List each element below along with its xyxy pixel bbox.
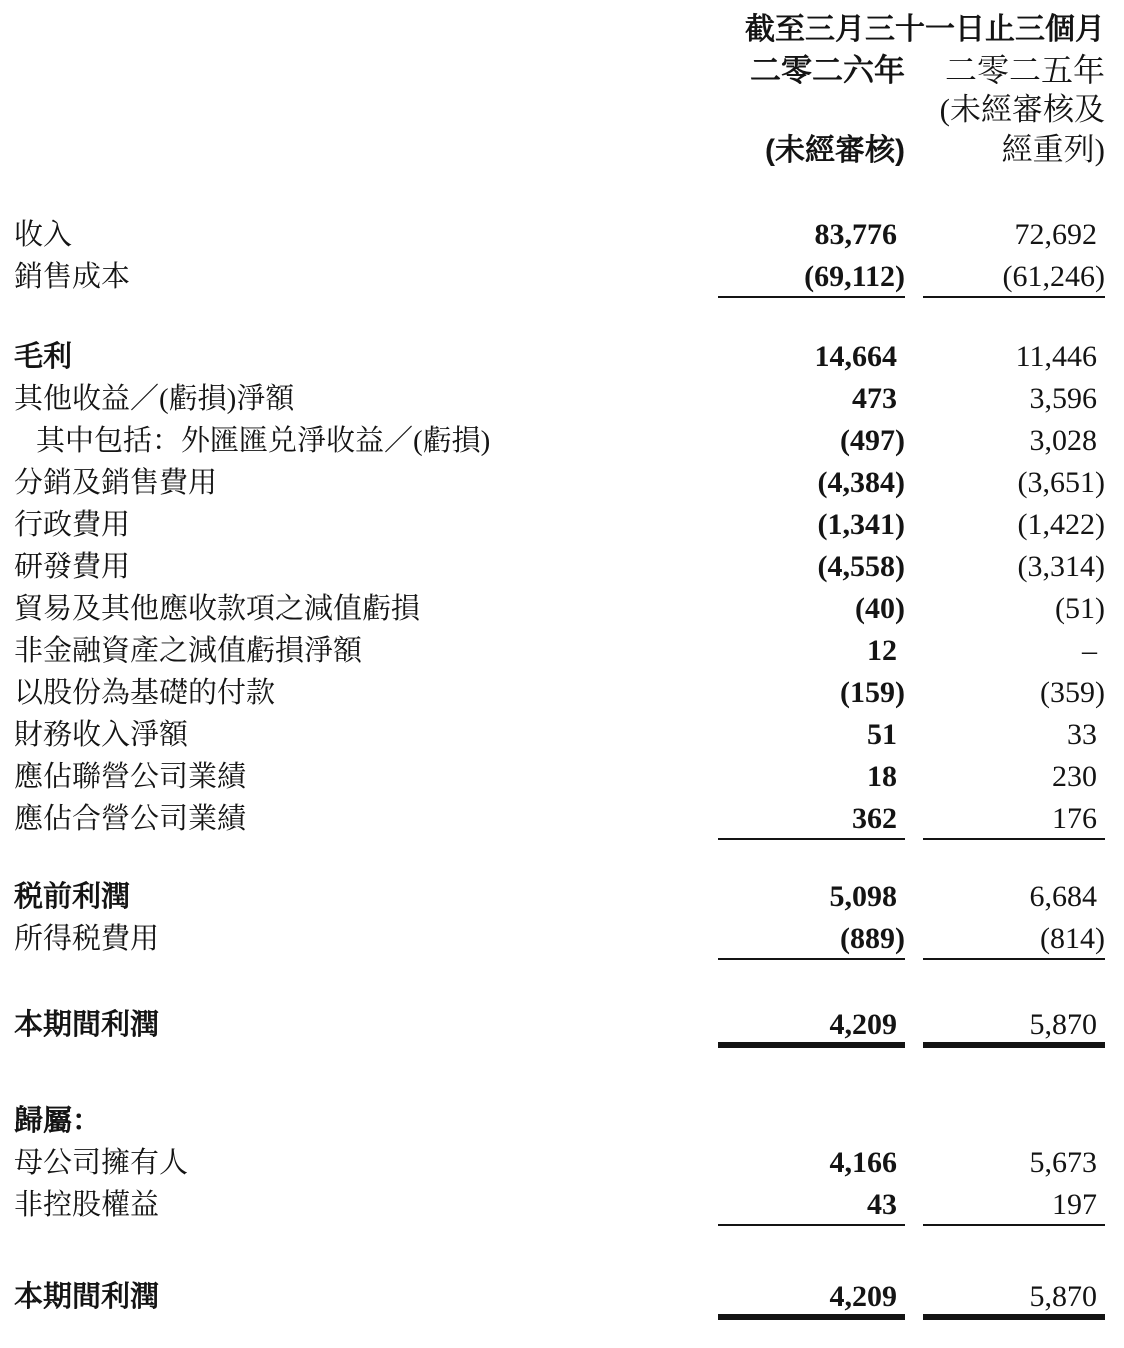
value-2025: 197	[923, 1184, 1105, 1226]
table-row-other-gains	[14, 378, 1105, 420]
table-row-net-finance-income	[14, 714, 1105, 756]
value-2026: 83,776	[814, 218, 897, 251]
row-label: 毛利	[14, 341, 73, 373]
value-2025: 176	[923, 798, 1105, 840]
column-gap	[905, 918, 923, 960]
column-gap	[905, 876, 923, 918]
value-2026: 362	[718, 798, 905, 840]
row-label: 税前利潤	[14, 881, 131, 913]
note-2026: (未經審核)	[765, 134, 905, 167]
table-row-distribution-selling	[14, 462, 1105, 504]
column-gap	[905, 1004, 923, 1046]
value-2026: 5,098	[829, 880, 897, 913]
row-label: 研發費用	[14, 551, 131, 583]
value-2025: (61,246)	[923, 256, 1105, 298]
value-2025: (814)	[923, 918, 1105, 960]
column-gap	[905, 714, 923, 756]
value-2026: (69,112)	[718, 256, 905, 298]
table-row-share-joint-ventures	[14, 798, 1105, 840]
value-2025: 5,673	[1029, 1146, 1097, 1179]
column-gap	[905, 504, 923, 546]
value-2026: 51	[867, 718, 897, 751]
column-gap	[905, 546, 923, 588]
column-gap	[905, 1276, 923, 1318]
table-row-share-associates	[14, 756, 1105, 798]
value-2025: 5,870	[923, 1276, 1105, 1318]
period-title: 截至三月三十一日止三個月	[745, 13, 1105, 46]
table-row-noncontrolling-interests	[14, 1184, 1105, 1226]
row-label: 所得税費用	[14, 923, 160, 955]
table-row-impairment-receivables	[14, 588, 1105, 630]
note-header-line-1	[14, 90, 1105, 130]
value-2026: 4,209	[718, 1276, 905, 1318]
value-2026: 14,664	[814, 340, 897, 373]
column-gap	[905, 798, 923, 840]
row-label: 母公司擁有人	[14, 1147, 189, 1179]
note-2025-line2: 經重列)	[1001, 132, 1105, 167]
row-label: 應佔合營公司業績	[14, 803, 247, 835]
value-2025: 33	[1067, 718, 1097, 751]
row-label: 非控股權益	[14, 1189, 160, 1221]
value-2026: 12	[867, 634, 897, 667]
row-label: 非金融資產之減值虧損淨額	[14, 635, 363, 667]
value-2026: (1,341)	[817, 508, 905, 541]
column-gap	[905, 630, 923, 672]
value-2026	[718, 1100, 905, 1142]
table-row-gross-profit	[14, 336, 1105, 378]
year-2025-header: 二零二五年	[944, 52, 1105, 88]
table-row-fx-gains	[14, 420, 1105, 462]
value-2025: 5,870	[923, 1004, 1105, 1046]
table-row-rnd	[14, 546, 1105, 588]
table-row-owners-of-parent	[14, 1142, 1105, 1184]
row-label: 以股份為基礎的付款	[14, 677, 276, 709]
value-2026: (40)	[855, 592, 905, 625]
column-gap	[905, 462, 923, 504]
value-2025: (3,314)	[1017, 550, 1105, 583]
table-row-attributable-to	[14, 1100, 1105, 1142]
table-row-impairment-nonfinancial	[14, 630, 1105, 672]
value-2025: –	[1082, 634, 1097, 667]
value-2026: 4,209	[718, 1004, 905, 1046]
column-gap	[905, 588, 923, 630]
value-2025: (3,651)	[1017, 466, 1105, 499]
value-2025: 72,692	[1014, 218, 1097, 251]
note-2025-line1: (未經審核及	[939, 92, 1105, 127]
value-2025: (359)	[1040, 676, 1105, 709]
value-2026: 18	[867, 760, 897, 793]
table-row-share-based-payments	[14, 672, 1105, 714]
row-label: 其中包括：外匯匯兑淨收益／(虧損)	[36, 425, 491, 457]
value-2026: (4,384)	[817, 466, 905, 499]
column-gap	[905, 336, 923, 378]
column-gap	[905, 1142, 923, 1184]
value-2025: 3,028	[1029, 424, 1097, 457]
row-label: 分銷及銷售費用	[14, 467, 218, 499]
table-row-profit-before-tax	[14, 876, 1105, 918]
year-2026-header: 二零二六年	[750, 53, 905, 88]
value-2025: (51)	[1055, 592, 1105, 625]
column-gap	[905, 420, 923, 462]
year-header-line	[14, 50, 1105, 90]
table-row-profit-for-period	[14, 1004, 1105, 1046]
column-gap	[905, 1100, 923, 1142]
value-2025: 3,596	[1029, 382, 1097, 415]
table-row-revenue	[14, 214, 1105, 256]
statement-header	[14, 10, 1105, 170]
value-2026: 43	[718, 1184, 905, 1226]
value-2025: 230	[1052, 760, 1097, 793]
row-label: 行政費用	[14, 509, 131, 541]
value-2026: (159)	[840, 676, 905, 709]
row-label: 本期間利潤	[14, 1009, 160, 1041]
value-2025: 11,446	[1015, 340, 1097, 373]
column-gap	[905, 756, 923, 798]
row-label: 本期間利潤	[14, 1281, 160, 1313]
value-2026: (889)	[718, 918, 905, 960]
value-2026: 4,166	[829, 1146, 897, 1179]
table-row-cost-of-sales	[14, 256, 1105, 298]
row-label: 其他收益／(虧損)淨額	[14, 383, 295, 415]
value-2025	[923, 1100, 1105, 1142]
column-gap	[905, 256, 923, 298]
column-gap	[905, 214, 923, 256]
column-gap	[905, 1184, 923, 1226]
row-label: 貿易及其他應收款項之減值虧損	[14, 593, 421, 625]
row-label: 應佔聯營公司業績	[14, 761, 247, 793]
table-row-profit-for-period-total	[14, 1276, 1105, 1318]
value-2026: (4,558)	[817, 550, 905, 583]
row-label: 銷售成本	[14, 261, 131, 293]
column-gap	[905, 672, 923, 714]
row-label: 財務收入淨額	[14, 719, 189, 751]
row-label: 收入	[14, 219, 73, 251]
statement-table	[14, 214, 1105, 1318]
value-2026: 473	[852, 382, 897, 415]
value-2026: (497)	[840, 424, 905, 457]
value-2025: 6,684	[1029, 880, 1097, 913]
column-gap	[905, 378, 923, 420]
row-label: 歸屬：	[14, 1105, 102, 1137]
note-header-line-2	[14, 130, 1105, 170]
table-row-income-tax	[14, 918, 1105, 960]
table-row-administrative	[14, 504, 1105, 546]
value-2025: (1,422)	[1017, 508, 1105, 541]
